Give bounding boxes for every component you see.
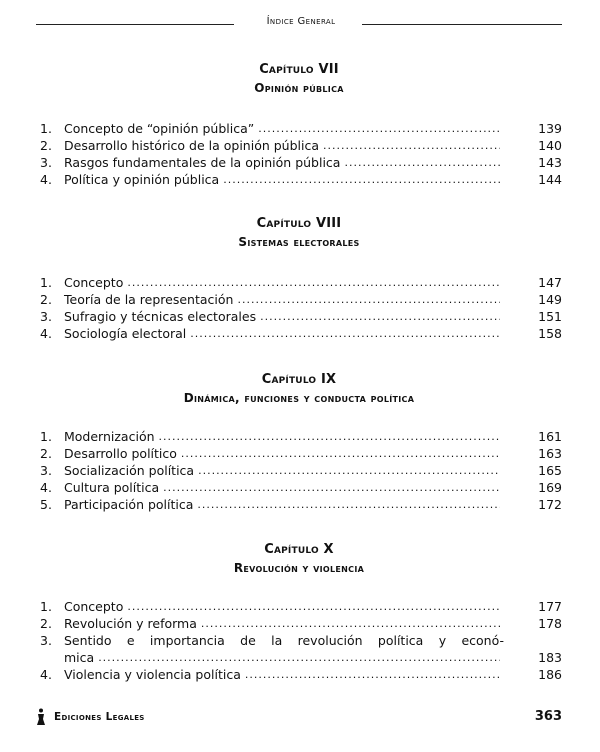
- entry-page: 140: [538, 138, 562, 153]
- dot-leader: [127, 598, 500, 615]
- page-footer: [36, 708, 562, 728]
- entry-text: Desarrollo político: [64, 446, 177, 461]
- entry-text: Concepto: [64, 599, 124, 614]
- dot-leader: [98, 649, 500, 666]
- chapter-title: Revolución y violencia: [233, 561, 365, 575]
- entry-text: Cultura política: [64, 480, 160, 495]
- toc-entry[interactable]: [40, 171, 562, 188]
- entry-number: 2.: [40, 446, 52, 461]
- dot-leader: [181, 445, 500, 462]
- entry-page: 139: [538, 121, 562, 136]
- toc-entry[interactable]: [40, 445, 562, 462]
- entry-page: 158: [538, 326, 562, 341]
- chapter-heading-x: [36, 542, 562, 575]
- publisher-logo-icon: [36, 708, 46, 726]
- dot-leader: [237, 291, 500, 308]
- entry-page: 172: [538, 497, 562, 512]
- dot-leader: [127, 274, 500, 291]
- entry-number: 1.: [40, 429, 52, 444]
- entry-number: 3.: [40, 463, 52, 478]
- entry-text: Desarrollo histórico de la opinión pública: [64, 138, 320, 153]
- publisher-name: Ediciones Legales: [54, 711, 145, 723]
- entry-text: Violencia y violencia política: [64, 667, 241, 682]
- entry-number: 1.: [40, 275, 52, 290]
- dot-leader: [344, 154, 500, 171]
- entry-page: 169: [538, 480, 562, 495]
- entry-number: 4.: [40, 172, 52, 187]
- entry-text: Participación política: [64, 497, 194, 512]
- chapter-heading-viii: [36, 216, 562, 249]
- entry-number: 4.: [40, 480, 52, 495]
- entry-page: 165: [538, 463, 562, 478]
- entry-text: Política y opinión pública: [64, 172, 220, 187]
- entry-number: 2.: [40, 616, 52, 631]
- toc-list-chapter-viii: [40, 274, 562, 342]
- dot-leader: [260, 308, 500, 325]
- page-number: 363: [534, 709, 562, 724]
- entry-page: 177: [538, 599, 562, 614]
- dot-leader: [258, 120, 500, 137]
- toc-entry[interactable]: [40, 598, 562, 615]
- dot-leader: [163, 479, 500, 496]
- toc-entry[interactable]: [40, 137, 562, 154]
- entry-number: 3.: [40, 309, 52, 324]
- entry-page: 186: [538, 667, 562, 682]
- entry-text: Concepto: [64, 275, 124, 290]
- chapter-label: Capítulo VIII: [256, 216, 342, 231]
- toc-list-chapter-x: [40, 598, 562, 683]
- entry-text-line2: mica: [64, 650, 95, 665]
- toc-entry[interactable]: [40, 308, 562, 325]
- dot-leader: [198, 462, 500, 479]
- entry-number: 2.: [40, 138, 52, 153]
- entry-text: Rasgos fundamentales de la opinión pública: [64, 155, 341, 170]
- toc-entry[interactable]: [40, 496, 562, 513]
- chapter-label: Capítulo VII: [259, 62, 339, 77]
- entry-page: 183: [538, 650, 562, 665]
- chapter-label: Capítulo IX: [261, 372, 337, 387]
- entry-page: 143: [538, 155, 562, 170]
- toc-entry[interactable]: [40, 120, 562, 137]
- chapter-label: Capítulo X: [264, 542, 334, 557]
- chapter-title: Sistemas electorales: [238, 235, 360, 249]
- toc-entry-multiline[interactable]: [40, 632, 562, 666]
- running-header: [36, 14, 562, 34]
- toc-entry[interactable]: [40, 325, 562, 342]
- entry-number: 5.: [40, 497, 52, 512]
- entry-page: 151: [538, 309, 562, 324]
- entry-text: Sufragio y técnicas electorales: [64, 309, 257, 324]
- chapter-heading-vii: [36, 62, 562, 95]
- entry-page: 163: [538, 446, 562, 461]
- toc-entry[interactable]: [40, 291, 562, 308]
- header-title: Índice General: [266, 16, 336, 27]
- dot-leader: [201, 615, 500, 632]
- entry-text: Sociología electoral: [64, 326, 187, 341]
- entry-text: Modernización: [64, 429, 155, 444]
- entry-text-line1: Sentido e importancia de la revolución política y econó-: [64, 633, 504, 648]
- toc-entry[interactable]: [40, 479, 562, 496]
- toc-entry[interactable]: [40, 615, 562, 632]
- toc-list-chapter-vii: [40, 120, 562, 188]
- dot-leader: [159, 428, 500, 445]
- toc-entry[interactable]: [40, 154, 562, 171]
- entry-text: Socialización política: [64, 463, 195, 478]
- dot-leader: [197, 496, 500, 513]
- toc-entry[interactable]: [40, 462, 562, 479]
- entry-number: 3.: [40, 155, 52, 170]
- entry-number: 4.: [40, 326, 52, 341]
- chapter-title: Opinión pública: [254, 81, 344, 95]
- entry-text: Revolución y reforma: [64, 616, 197, 631]
- toc-entry[interactable]: [40, 274, 562, 291]
- toc-list-chapter-ix: [40, 428, 562, 513]
- dot-leader: [245, 666, 500, 683]
- entry-number: 1.: [40, 121, 52, 136]
- dot-leader: [323, 137, 500, 154]
- entry-number: 3.: [40, 633, 52, 648]
- entry-page: 178: [538, 616, 562, 631]
- entry-text: Concepto de “opinión pública”: [64, 121, 255, 136]
- dot-leader: [223, 171, 500, 188]
- entry-number: 1.: [40, 599, 52, 614]
- entry-page: 147: [538, 275, 562, 290]
- dot-leader: [190, 325, 500, 342]
- entry-page: 161: [538, 429, 562, 444]
- entry-text: Teoría de la representación: [64, 292, 234, 307]
- entry-number: 2.: [40, 292, 52, 307]
- entry-number: 4.: [40, 667, 52, 682]
- entry-page: 144: [538, 172, 562, 187]
- toc-entry[interactable]: [40, 666, 562, 683]
- chapter-title: Dinámica, funciones y conducta política: [183, 391, 415, 405]
- entry-page: 149: [538, 292, 562, 307]
- toc-entry[interactable]: [40, 428, 562, 445]
- header-rule-right: [362, 24, 562, 25]
- chapter-heading-ix: [36, 372, 562, 405]
- header-rule-left: [36, 24, 234, 25]
